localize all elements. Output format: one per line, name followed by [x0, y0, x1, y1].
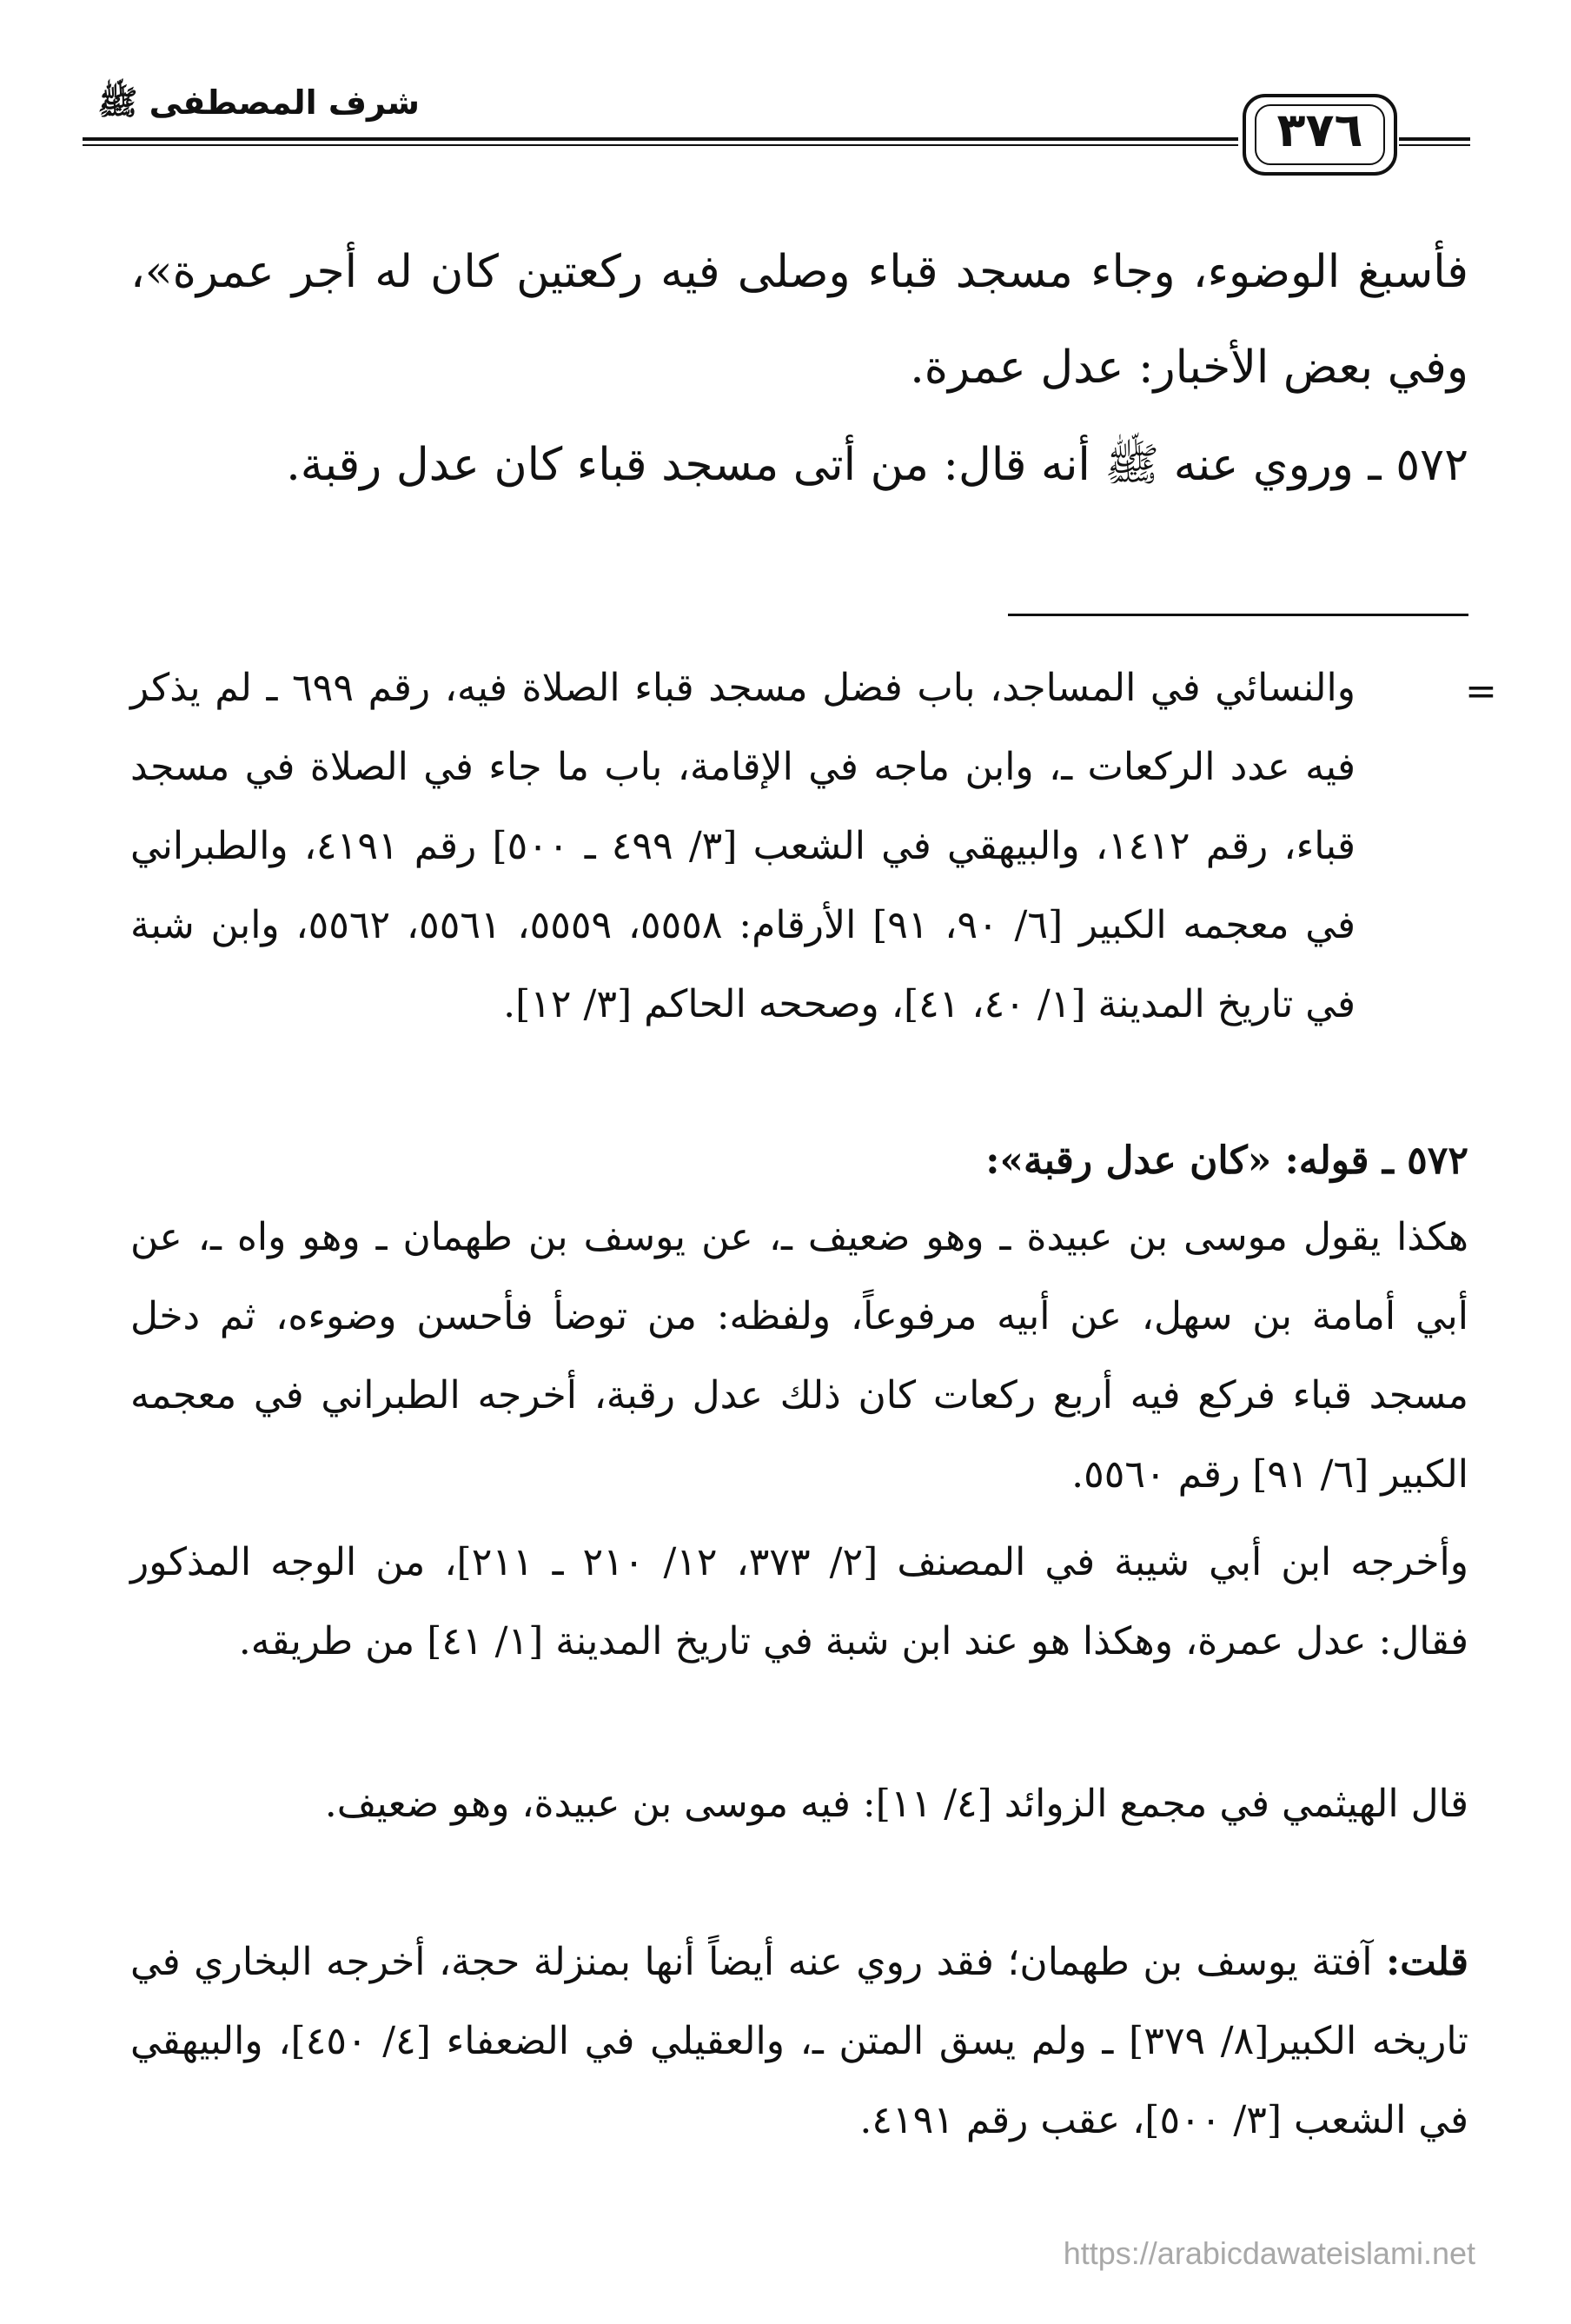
- footnote-continuation-mark: =: [1465, 669, 1497, 714]
- page-number-frame: [1243, 94, 1397, 176]
- footnote-572-heading: ٥٧٢ ـ قوله: «كان عدل رقبة»:: [985, 1139, 1468, 1183]
- footnote-separator: [1008, 614, 1468, 616]
- footnote-continued: والنسائي في المساجد، باب فضل مسجد قباء الصلاة فيه، رقم ٦٩٩ ـ لم يذكر فيه عدد الركعات ـ، وابن ماجه في الإقامة، باب ما جاء في الصلاة في مسجد قباء، رقم ١٤١٢، والبيهقي في الشعب [٣/ ٤٩٩ ـ ٥٠٠] رقم ٤١٩١، والطبراني في معجمه الكبير [٦/ ٩٠، ٩١] الأرقام: ٥٥٥٨، ٥٥٥٩، ٥٥٦١، ٥٥٦٢، وابن شبة في تاريخ المدينة [١/ ٤٠، ٤١]، وصححه الحاكم [٣/ ١٢].: [130, 666, 1356, 1026]
- header-rule-right-thin: [1399, 144, 1470, 146]
- header-rule-right: [1399, 137, 1470, 141]
- running-header-title: شرف المصطفى ﷺ: [97, 83, 420, 122]
- footnote-572-paragraph-1: هكذا يقول موسى بن عبيدة ـ وهو ضعيف ـ، عن يوسف بن طهمان ـ وهو واه ـ، عن أبي أمامة بن سهل، عن أبيه مرفوعاً، ولفظه: من توضأ فأحسن وضوءه، ثم دخل مسجد قباء فركع فيه أربع ركعات كان ذلك عدل رقبة، أخرجه الطبراني في معجمه الكبير [٦/ ٩١] رقم ٥٥٦٠.: [130, 1215, 1468, 1497]
- watermark-url: https://arabicdawateislami.net: [1063, 2235, 1475, 2271]
- footnote-572-paragraph-2: وأخرجه ابن أبي شيبة في المصنف [٢/ ٣٧٣، ١٢/ ٢١٠ ـ ٢١١]، من الوجه المذكور فقال: عدل عمرة، وهكذا هو عند ابن شبة في تاريخ المدينة [١/ ٤١] من طريقه.: [130, 1540, 1469, 1663]
- main-paragraph-2: ٥٧٢ ـ وروي عنه ﷺ أنه قال: من أتى مسجد قباء كان عدل رقبة.: [286, 439, 1468, 491]
- header-rule: [83, 137, 1238, 141]
- footnote-572-paragraph-4: [130, 1922, 1468, 2160]
- note-lead-word: قلت:: [1385, 1940, 1468, 1984]
- note-text: آفتة يوسف بن طهمان؛ فقد روي عنه أيضاً أنها بمنزلة حجة، أخرجه البخاري في تاريخه الكبير[٨/ ٣٧٩] ـ ولم يسق المتن ـ، والعقيلي في الضعفاء [٤/ ٤٥٠]، والبيهقي في الشعب [٣/ ٥٠٠]، عقب رقم ٤١٩١.: [130, 1940, 1469, 2142]
- page-number: ٣٧٦: [1276, 103, 1363, 157]
- main-paragraph-1: فأسبغ الوضوء، وجاء مسجد قباء وصلى فيه ركعتين كان له أجر عمرة»، وفي بعض الأخبار: عدل عمرة.: [130, 246, 1468, 394]
- footnote-572-paragraph-3: قال الهيثمي في مجمع الزوائد [٤/ ١١]: فيه موسى بن عبيدة، وهو ضعيف.: [324, 1782, 1468, 1826]
- header-rule-thin: [83, 144, 1238, 146]
